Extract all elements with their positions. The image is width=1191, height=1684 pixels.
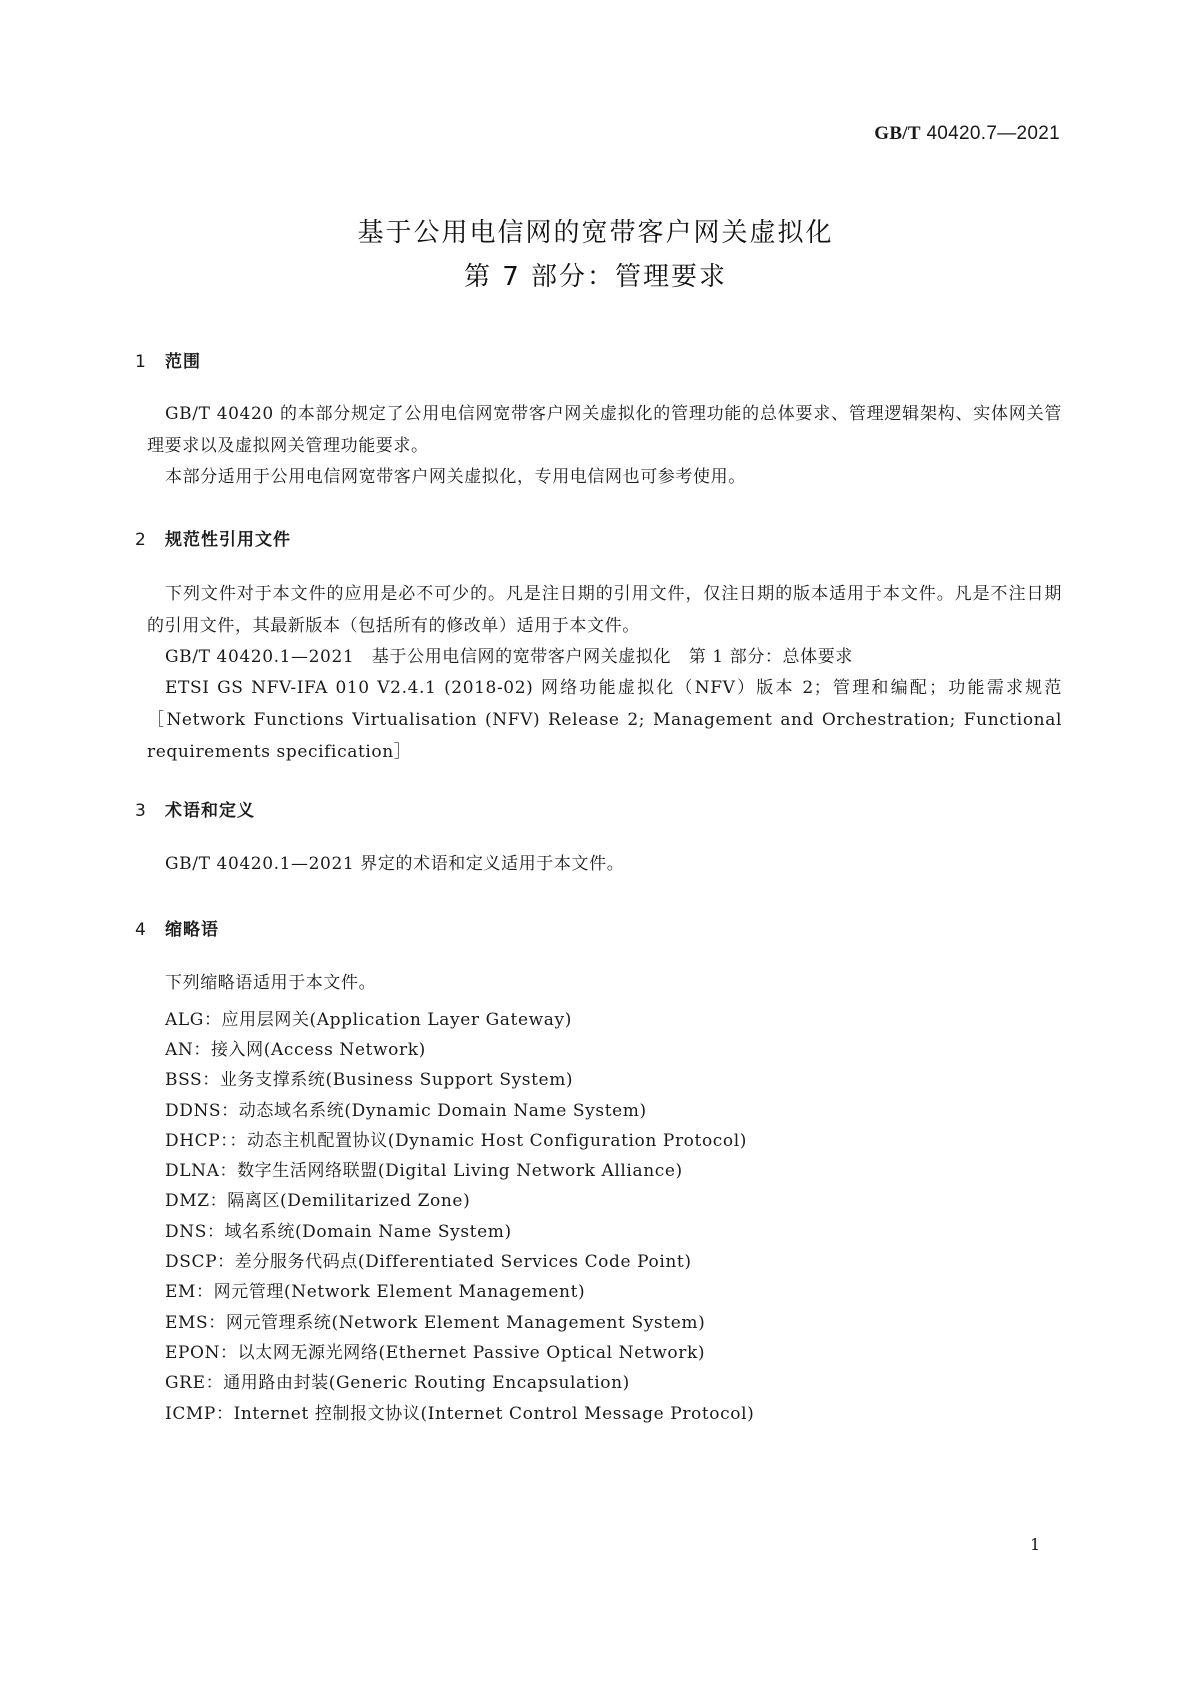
section-2-heading <box>135 525 291 550</box>
section-1-heading <box>135 347 201 372</box>
section-title: 缩略语 <box>165 920 219 940</box>
document-title-line2: 第 7 部分：管理要求 <box>463 262 728 292</box>
abbreviation-item: DHCP：：动态主机配置协议(Dynamic Host Configuration Protocol) <box>165 1131 748 1151</box>
section-number: 4 <box>135 920 147 940</box>
abbreviation-item: AN：接入网(Access Network) <box>165 1040 426 1060</box>
standard-code-prefix: GB/T <box>874 123 921 144</box>
section-2-reference-1: GB/T 40420.1—2021 基于公用电信网的宽带客户网关虚拟化 第 1 部分：总体要求 <box>165 647 853 667</box>
abbreviation-item: EMS：网元管理系统(Network Element Management System) <box>165 1313 706 1333</box>
section-number: 2 <box>135 530 147 550</box>
abbreviation-item: DDNS：动态域名系统(Dynamic Domain Name System) <box>165 1101 647 1121</box>
standard-code <box>874 123 1060 145</box>
section-3-paragraph-1: GB/T 40420.1—2021 界定的术语和定义适用于本文件。 <box>165 854 625 874</box>
document-title-line1: 基于公用电信网的宽带客户网关虚拟化 <box>357 218 834 248</box>
section-2-reference-2: ETSI GS NFV-IFA 010 V2.4.1 (2018-02) 网络功能虚拟化（NFV）版本 2；管理和编配；功能需求规范［Network Functions Virtualisation (NFV) Release 2; Management and Orchestration; Functional requirements specification］ <box>147 678 1062 762</box>
abbreviations-intro: 下列缩略语适用于本文件。 <box>165 973 377 993</box>
section-title: 规范性引用文件 <box>165 530 291 550</box>
abbreviation-item: ICMP：Internet 控制报文协议(Internet Control Message Protocol) <box>165 1404 755 1424</box>
section-number: 1 <box>135 352 147 372</box>
abbreviation-item: BSS：业务支撑系统(Business Support System) <box>165 1070 574 1090</box>
section-1-paragraph-1: GB/T 40420 的本部分规定了公用电信网宽带客户网关虚拟化的管理功能的总体要求、管理逻辑架构、实体网关管理要求以及虚拟网关管理功能要求。 <box>147 404 1062 456</box>
abbreviation-item: DNS：域名系统(Domain Name System) <box>165 1222 512 1242</box>
section-number: 3 <box>135 801 147 821</box>
abbreviation-item: ALG：应用层网关(Application Layer Gateway) <box>165 1010 572 1030</box>
abbreviation-item: EM：网元管理(Network Element Management) <box>165 1282 586 1302</box>
standard-code-number: 40420.7—2021 <box>920 123 1060 144</box>
abbreviation-item: DLNA：数字生活网络联盟(Digital Living Network Alliance) <box>165 1161 683 1181</box>
abbreviation-item: EPON：以太网无源光网络(Ethernet Passive Optical Network) <box>165 1343 706 1363</box>
section-title: 术语和定义 <box>165 801 255 821</box>
abbreviation-item: DMZ：隔离区(Demilitarized Zone) <box>165 1191 471 1211</box>
page-number: 1 <box>1030 1535 1041 1554</box>
section-4-heading <box>135 915 219 940</box>
section-3-heading <box>135 796 255 821</box>
section-1-paragraph-2: 本部分适用于公用电信网宽带客户网关虚拟化，专用电信网也可参考使用。 <box>165 467 746 487</box>
abbreviation-item: GRE：通用路由封装(Generic Routing Encapsulation) <box>165 1373 630 1393</box>
section-2-paragraph-1: 下列文件对于本文件的应用是必不可少的。凡是注日期的引用文件，仅注日期的版本适用于本文件。凡是不注日期的引用文件，其最新版本（包括所有的修改单）适用于本文件。 <box>147 584 1062 636</box>
abbreviation-item: DSCP：差分服务代码点(Differentiated Services Code Point) <box>165 1252 692 1272</box>
section-title: 范围 <box>165 352 201 372</box>
